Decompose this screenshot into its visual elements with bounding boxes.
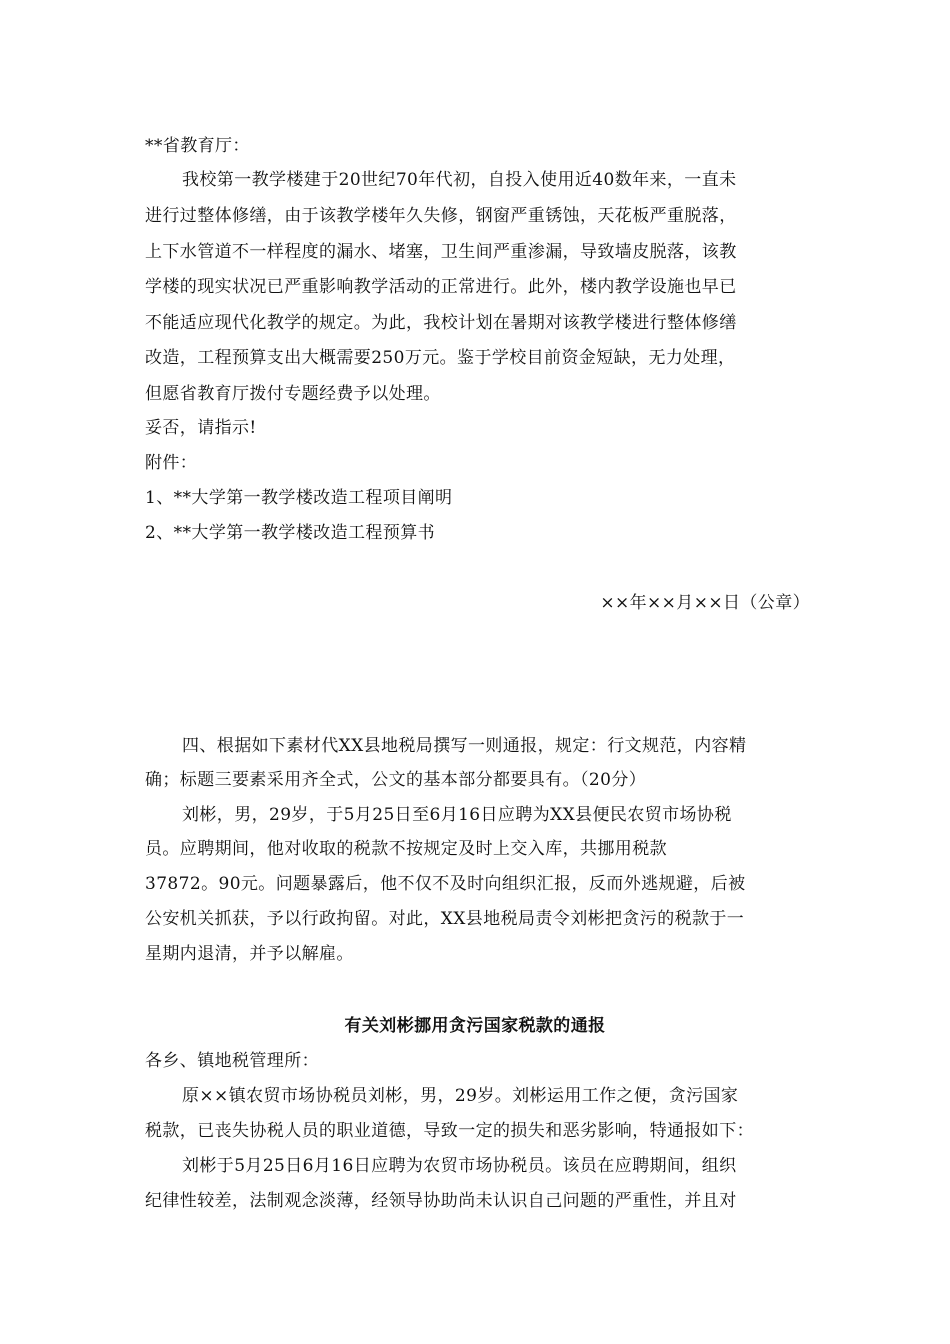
material-line: 公安机关抓获，予以行政拘留。对此，XX县地税局责令刘彬把贪污的税款于一 xyxy=(145,909,745,929)
question-prompt-line: 四、根据如下素材代XX县地税局撰写一则通报，规定：行文规范，内容精 xyxy=(182,736,747,756)
notice-recipient: 各乡、镇地税管理所： xyxy=(145,1051,319,1071)
letter-body-line: 不能适应现代化教学的规定。为此，我校计划在暑期对该教学楼进行整体修缮 xyxy=(145,313,737,333)
notice-title: 有关刘彬挪用贪污国家税款的通报 xyxy=(344,1016,606,1036)
material-line: 星期内退清，并予以解雇。 xyxy=(145,944,354,964)
letter-body-line: 学楼的现实状况已严重影响教学活动的正常进行。此外，楼内教学设施也早已 xyxy=(145,277,737,297)
attachment-item: 1、**大学第一教学楼改造工程项目阐明 xyxy=(145,488,453,508)
notice-paragraph-line: 原××镇农贸市场协税员刘彬，男，29岁。刘彬运用工作之便，贪污国家 xyxy=(182,1086,739,1106)
material-line: 37872。90元。问题暴露后，他不仅不及时向组织汇报，反而外逃规避，后被 xyxy=(145,874,746,894)
date-seal: ××年××月××日（公章） xyxy=(600,593,810,613)
letter-body-line: 改造，工程预算支出大概需要250万元。鉴于学校目前资金短缺，无力处理， xyxy=(145,348,736,368)
notice-paragraph-line: 税款，已丧失协税人员的职业道德，导致一定的损失和恶劣影响，特通报如下： xyxy=(145,1121,754,1141)
notice-paragraph-line: 刘彬于5月25日6月16日应聘为农贸市场协税员。该员在应聘期间，组织 xyxy=(182,1156,737,1176)
letter-body-line: 上下水管道不一样程度的漏水、堵塞，卫生间严重渗漏，导致墙皮脱落，该教 xyxy=(145,242,737,262)
question-prompt-line: 确；标题三要素采用齐全式，公文的基本部分都要具有。（20分） xyxy=(145,770,647,790)
letter-body-line: 我校第一教学楼建于20世纪70年代初，自投入使用近40数年来，一直未 xyxy=(182,170,737,190)
material-line: 员。应聘期间，他对收取的税款不按规定及时上交入库，共挪用税款 xyxy=(145,839,667,859)
material-line: 刘彬，男，29岁，于5月25日至6月16日应聘为XX县便民农贸市场协税 xyxy=(182,805,732,825)
attachment-item: 2、**大学第一教学楼改造工程预算书 xyxy=(145,523,436,543)
salutation: **省教育厅： xyxy=(145,136,250,156)
letter-body-line: 进行过整体修缮，由于该教学楼年久失修，钢窗严重锈蚀，天花板严重脱落， xyxy=(145,206,737,226)
notice-paragraph-line: 纪律性较差，法制观念淡薄，经领导协助尚未认识自己问题的严重性，并且对 xyxy=(145,1191,737,1211)
attachments-label: 附件： xyxy=(145,453,198,473)
letter-body-line: 但愿省教育厅拨付专题经费予以处理。 xyxy=(145,384,441,404)
closing-request: 妥否，请指示! xyxy=(145,418,257,438)
